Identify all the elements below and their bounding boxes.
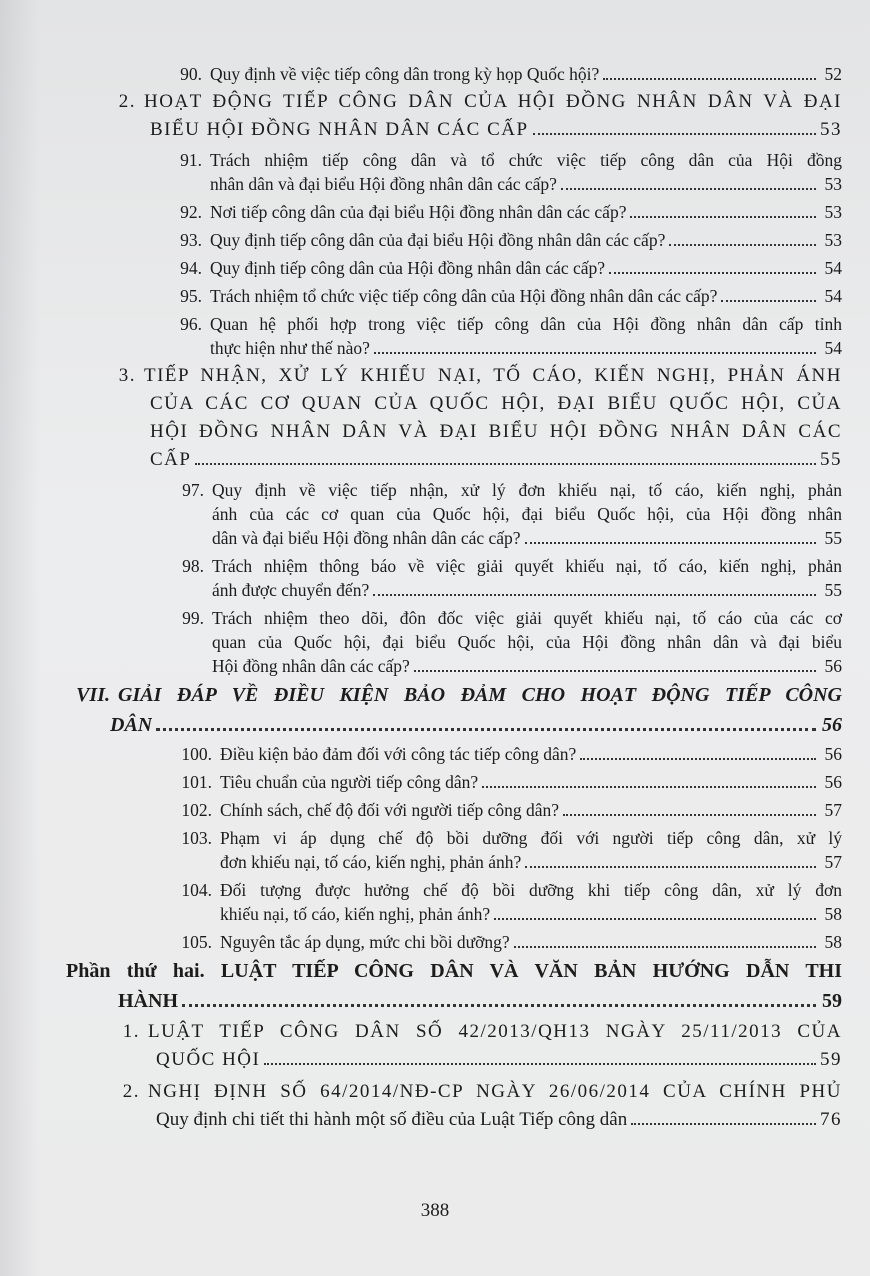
toc-entry-line: dân và đại biểu Hội đồng nhân dân các cấp?	[212, 528, 521, 548]
toc-page-number: 55	[824, 580, 842, 600]
toc-question-entry	[0, 742, 870, 766]
toc-question-entry	[0, 228, 870, 252]
toc-page-number: 55	[820, 449, 842, 470]
toc-entry-line: Quan hệ phối hợp trong việc tiếp công dân của Hội đồng nhân dân cấp tỉnh	[210, 314, 842, 334]
dot-leader	[182, 1004, 816, 1007]
toc-entry-line: GIẢI ĐÁP VỀ ĐIỀU KIỆN BẢO ĐẢM CHO HOẠT ĐỘNG TIẾP CÔNG	[118, 684, 842, 706]
toc-entry-line: nhân dân và đại biểu Hội đồng nhân dân các cấp?	[210, 174, 557, 194]
toc-entry-line: HỘI ĐỒNG NHÂN DÂN VÀ ĐẠI BIỂU HỘI ĐỒNG NHÂN DÂN CÁC	[150, 421, 842, 442]
toc-entry-number: 3.	[118, 365, 136, 386]
dot-leader	[525, 542, 816, 544]
toc-page-number: 56	[824, 772, 842, 792]
toc-entry-line: HOẠT ĐỘNG TIẾP CÔNG DÂN CỦA HỘI ĐỒNG NHÂN DÂN VÀ ĐẠI	[144, 91, 842, 112]
toc-entry-number: 98.	[182, 556, 204, 576]
toc-question-entry	[0, 554, 870, 602]
toc-entry-line: Nguyên tắc áp dụng, mức chi bồi dưỡng?	[220, 932, 510, 952]
toc-entry-line: CỦA CÁC CƠ QUAN CỦA QUỐC HỘI, ĐẠI BIỂU QUỐC HỘI, CỦA	[150, 393, 842, 414]
toc-question-entry	[0, 606, 870, 678]
toc-entry-title	[210, 148, 842, 196]
toc-entry-line: ánh được chuyển đến?	[212, 580, 370, 600]
toc-question-entry	[0, 826, 870, 874]
toc-entry-line: Đối tượng được hưởng chế độ bồi dưỡng khi tiếp công dân, xử lý đơn	[220, 880, 842, 900]
toc-page-number: 53	[824, 230, 842, 250]
toc-entry-line: Điều kiện bảo đảm đối với công tác tiếp công dân?	[220, 744, 577, 764]
toc-entry-title	[220, 770, 842, 794]
toc-entry-title	[110, 680, 842, 740]
toc-entry-number: 103.	[181, 828, 212, 848]
dot-leader	[525, 866, 816, 868]
toc-entry-title	[220, 878, 842, 926]
toc-section-heading	[0, 362, 870, 474]
dot-leader	[669, 244, 816, 246]
toc-entry-title	[212, 554, 842, 602]
toc-entry-line: Quy định về việc tiếp nhận, xử lý đơn khiếu nại, tố cáo, kiến nghị, phản	[212, 480, 842, 500]
toc-section-heading	[0, 1078, 870, 1134]
toc-entry-number: 104.	[181, 880, 212, 900]
toc-entry-number	[58, 956, 66, 1016]
toc-entry-line: CẤP	[150, 449, 192, 470]
toc-section-heading	[0, 1018, 870, 1074]
dot-leader	[156, 728, 816, 731]
toc-section-heading	[0, 88, 870, 144]
toc-entry-number: 96.	[180, 314, 202, 334]
dot-leader	[482, 786, 816, 788]
toc-entry-title	[144, 88, 842, 144]
toc-entry-line: HÀNH	[118, 990, 178, 1012]
dot-leader	[264, 1063, 816, 1065]
toc-question-entry	[0, 478, 870, 550]
dot-leader	[721, 300, 816, 302]
toc-page-number: 56	[824, 656, 842, 676]
toc-entry-title	[220, 742, 842, 766]
toc-entry-line: đơn khiếu nại, tố cáo, kiến nghị, phản ánh?	[220, 852, 522, 872]
toc-entry-line: Quy định về việc tiếp công dân trong kỳ họp Quốc hội?	[210, 64, 600, 84]
dot-leader	[603, 78, 816, 80]
toc-entry-number: 94.	[180, 258, 202, 278]
toc-entry-line: Chính sách, chế độ đối với người tiếp công dân?	[220, 800, 560, 820]
toc-entry-title	[210, 312, 842, 360]
toc-question-entry	[0, 200, 870, 224]
toc-entry-title	[212, 478, 842, 550]
toc-entry-line: DÂN	[110, 714, 153, 736]
toc-entry-number: 97.	[182, 480, 204, 500]
toc-page-number: 58	[824, 932, 842, 952]
toc-entry-number: 95.	[180, 286, 202, 306]
toc-entry-line: thực hiện như thế nào?	[210, 338, 370, 358]
toc-page-number: 52	[824, 64, 842, 84]
toc-chapter-heading	[0, 680, 870, 740]
toc-entry-line: khiếu nại, tố cáo, kiến nghị, phản ánh?	[220, 904, 491, 924]
dot-leader	[609, 272, 816, 274]
toc-page-number: 57	[824, 852, 842, 872]
dot-leader	[533, 133, 816, 135]
toc-entry-number: 102.	[181, 800, 212, 820]
toc-entry-line: Phần thứ hai. LUẬT TIẾP CÔNG DÂN VÀ VĂN BẢN HƯỚNG DẪN THI	[66, 960, 842, 982]
toc-entry-title	[220, 826, 842, 874]
toc-entry-line: TIẾP NHẬN, XỬ LÝ KHIẾU NẠI, TỐ CÁO, KIẾN NGHỊ, PHẢN ÁNH	[144, 365, 842, 386]
toc-entry-line: Trách nhiệm tổ chức việc tiếp công dân của Hội đồng nhân dân các cấp?	[210, 286, 718, 306]
toc-page-number: 59	[822, 990, 842, 1012]
toc-question-entry	[0, 770, 870, 794]
toc-question-entry	[0, 62, 870, 86]
toc-entry-title	[144, 362, 842, 474]
toc-entry-line: Trách nhiệm tiếp công dân và tổ chức việc tiếp công dân của Hội đồng	[210, 150, 842, 170]
toc-page-number: 55	[824, 528, 842, 548]
toc-page-number: 54	[824, 286, 842, 306]
toc-question-entry	[0, 284, 870, 308]
toc-part-heading	[0, 956, 870, 1016]
toc-entry-title	[220, 798, 842, 822]
toc-entry-number: 90.	[180, 64, 202, 84]
toc-entry-number: 1.	[122, 1021, 140, 1042]
toc-page-number: 54	[824, 338, 842, 358]
toc-page-number: 58	[824, 904, 842, 924]
toc-question-entry	[0, 312, 870, 360]
toc-entry-number: 93.	[180, 230, 202, 250]
toc-entry-line: BIỂU HỘI ĐỒNG NHÂN DÂN CÁC CẤP	[150, 119, 529, 140]
toc-entry-line: Quy định tiếp công dân của đại biểu Hội đồng nhân dân các cấp?	[210, 230, 666, 250]
toc-entry-title	[210, 284, 842, 308]
toc-page-number: 76	[820, 1109, 842, 1130]
dot-leader	[414, 670, 816, 672]
table-of-contents	[0, 62, 870, 1134]
dot-leader	[561, 188, 816, 190]
toc-entry-title	[210, 200, 842, 224]
toc-entry-line: Quy định tiếp công dân của Hội đồng nhân dân các cấp?	[210, 258, 606, 278]
toc-entry-line: Trách nhiệm theo dõi, đôn đốc việc giải quyết khiếu nại, tố cáo của các cơ	[212, 608, 842, 628]
toc-page-number: 53	[824, 174, 842, 194]
toc-entry-title	[66, 956, 842, 1016]
toc-page-number: 53	[820, 119, 842, 140]
toc-question-entry	[0, 256, 870, 280]
toc-question-entry	[0, 148, 870, 196]
toc-entry-line: quan của Quốc hội, đại biểu Quốc hội, của Hội đồng nhân dân và đại biểu	[212, 632, 842, 652]
toc-entry-number: 99.	[182, 608, 204, 628]
toc-entry-line: Tiêu chuẩn của người tiếp công dân?	[220, 772, 479, 792]
toc-entry-number: 91.	[180, 150, 202, 170]
dot-leader	[630, 216, 816, 218]
dot-leader	[580, 758, 816, 760]
toc-entry-line: NGHỊ ĐỊNH SỐ 64/2014/NĐ-CP NGÀY 26/06/2014 CỦA CHÍNH PHỦ	[148, 1081, 842, 1102]
toc-entry-line: ánh của các cơ quan của Quốc hội, đại biểu Quốc hội, của Hội đồng nhân	[212, 504, 842, 524]
dot-leader	[373, 594, 816, 596]
toc-entry-line: Quy định chi tiết thi hành một số điều của Luật Tiếp công dân	[156, 1109, 628, 1130]
toc-entry-number: 105.	[181, 932, 212, 952]
toc-page-number: 59	[820, 1049, 842, 1070]
toc-entry-line: Hội đồng nhân dân các cấp?	[212, 656, 410, 676]
dot-leader	[563, 814, 816, 816]
toc-entry-line: LUẬT TIẾP CÔNG DÂN SỐ 42/2013/QH13 NGÀY 25/11/2013 CỦA	[148, 1021, 842, 1042]
toc-question-entry	[0, 878, 870, 926]
toc-entry-number: 2.	[122, 1081, 140, 1102]
dot-leader	[195, 463, 816, 465]
dot-leader	[494, 918, 816, 920]
toc-page-number: 56	[824, 744, 842, 764]
toc-entry-title	[210, 228, 842, 252]
toc-page-number: 57	[824, 800, 842, 820]
toc-entry-number: 101.	[181, 772, 212, 792]
toc-entry-title	[210, 62, 842, 86]
toc-entry-title	[210, 256, 842, 280]
toc-entry-title	[212, 606, 842, 678]
toc-entry-number: 100.	[181, 744, 212, 764]
toc-entry-title	[220, 930, 842, 954]
toc-entry-number: 2.	[118, 91, 136, 112]
toc-entry-line: Trách nhiệm thông báo về việc giải quyết khiếu nại, tố cáo, kiến nghị, phản	[212, 556, 842, 576]
toc-question-entry	[0, 798, 870, 822]
toc-question-entry	[0, 930, 870, 954]
toc-entry-line: QUỐC HỘI	[156, 1049, 261, 1070]
toc-page-number: 56	[822, 714, 842, 736]
toc-entry-line: Phạm vi áp dụng chế độ bồi dưỡng đối với người tiếp công dân, xử lý	[220, 828, 842, 848]
toc-entry-number: VII.	[76, 684, 110, 706]
dot-leader	[374, 352, 816, 354]
toc-entry-title	[148, 1018, 842, 1074]
toc-entry-number: 92.	[180, 202, 202, 222]
toc-page-number: 54	[824, 258, 842, 278]
dot-leader	[514, 946, 816, 948]
toc-entry-line: Nơi tiếp công dân của đại biểu Hội đồng nhân dân các cấp?	[210, 202, 627, 222]
toc-entry-title	[148, 1078, 842, 1134]
page-number: 388	[420, 1200, 450, 1221]
toc-page-number: 53	[824, 202, 842, 222]
dot-leader	[631, 1123, 816, 1125]
